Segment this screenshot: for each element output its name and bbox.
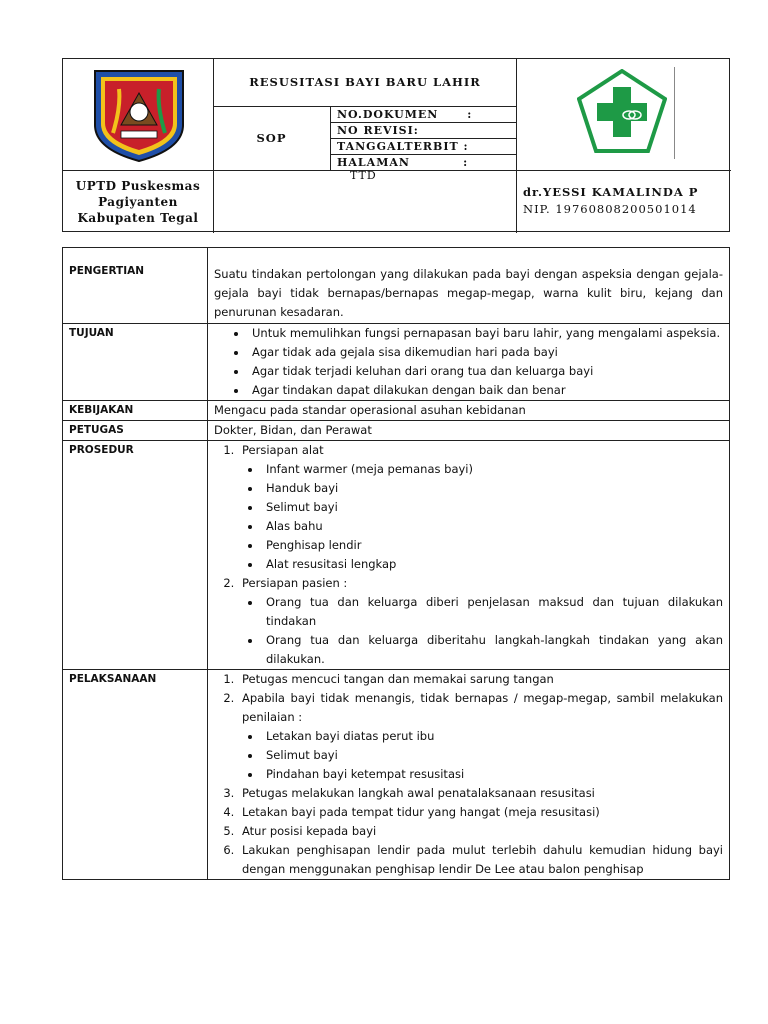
list-item: • Agar tidak ada gejala sisa dikemudian hari pada bayi: [248, 343, 723, 362]
signer-name: dr.YESSI KAMALINDA P: [523, 185, 699, 199]
petugas-text: Dokter, Bidan, dan Perawat: [208, 421, 730, 441]
organization-name: UPTD Puskesmas Pagiyanten Kabupaten Tegal: [75, 179, 201, 225]
regency-logo: [91, 67, 187, 163]
sop-label: SOP: [256, 131, 287, 145]
document-title: RESUSITASI BAYI BARU LAHIR: [249, 75, 481, 89]
list-item: • Alat resusitasi lengkap: [262, 555, 723, 574]
field-halaman: HALAMAN :: [337, 156, 469, 169]
list-item: 1. Petugas mencuci tangan dan memakai sarung tangan: [238, 670, 723, 689]
list-item: 6. Lakukan penghisapan lendir pada mulut terlebih dahulu kemudian hidung bayi dengan menggunakan penghisap lendir De Lee atau balon penghisap: [238, 841, 723, 879]
tujuan-list: [214, 324, 723, 400]
list-item: • Infant warmer (meja pemanas bayi): [262, 460, 723, 479]
field-no-dokumen: NO.DOKUMEN :: [337, 108, 473, 121]
list-item: 4. Letakan bayi pada tempat tidur yang hangat (meja resusitasi): [238, 803, 723, 822]
prosedur-list: [214, 441, 723, 669]
list-item: • Untuk memulihkan fungsi pernapasan bayi baru lahir, yang mengalami aspeksia.: [248, 324, 723, 343]
label-prosedur: PROSEDUR: [63, 441, 208, 670]
label-kebijakan: KEBIJAKAN: [63, 401, 208, 421]
pengertian-text: Suatu tindakan pertolongan yang dilakukan pada bayi dengan aspeksia dengan gejala-gejala bayi tidak bernapas/bernapas megap-megap, warna kulit biru, kejang dan penurunan kesadaran.: [208, 248, 730, 324]
row-petugas: [63, 421, 730, 441]
signature-label: TTD: [350, 169, 377, 182]
row-pelaksanaan: [63, 670, 730, 880]
prosedur-step-title: Persiapan alat: [242, 443, 324, 457]
list-item: • Agar tidak terjadi keluhan dari orang tua dan keluarga bayi: [248, 362, 723, 381]
list-item: • Orang tua dan keluarga diberi penjelasan maksud dan tujuan dilakukan tindakan: [262, 593, 723, 631]
signer-nip: NIP. 19760808200501014: [523, 202, 697, 216]
label-pelaksanaan: PELAKSANAAN: [63, 670, 208, 880]
sop-content-table: [62, 247, 730, 880]
label-tujuan: TUJUAN: [63, 324, 208, 401]
list-item: • Agar tindakan dapat dilakukan dengan baik dan benar: [248, 381, 723, 400]
list-item: 3. Petugas melakukan langkah awal penatalaksanaan resusitasi: [238, 784, 723, 803]
list-item: 5. Atur posisi kepada bayi: [238, 822, 723, 841]
list-item: • Selimut bayi: [262, 498, 723, 517]
list-item: [238, 574, 723, 669]
list-item: • Penghisap lendir: [262, 536, 723, 555]
puskesmas-logo: [577, 69, 667, 155]
row-kebijakan: [63, 401, 730, 421]
row-tujuan: [63, 324, 730, 401]
list-item: • Pindahan bayi ketempat resusitasi: [262, 765, 723, 784]
list-item: • Alas bahu: [262, 517, 723, 536]
field-tanggal-terbit: TANGGALTERBIT :: [337, 140, 469, 153]
row-pengertian: [63, 248, 730, 324]
list-item: • Selimut bayi: [262, 746, 723, 765]
label-petugas: PETUGAS: [63, 421, 208, 441]
pelaksanaan-list: [214, 670, 723, 879]
list-item: • Letakan bayi diatas perut ibu: [262, 727, 723, 746]
field-no-revisi: NO REVISI:: [337, 124, 419, 137]
pelaksanaan-step-text: Apabila bayi tidak menangis, tidak bernapas / megap-megap, sambil melakukan penilaian :: [242, 691, 723, 724]
label-pengertian: PENGERTIAN: [63, 248, 208, 324]
kebijakan-text: Mengacu pada standar operasional asuhan kebidanan: [208, 401, 730, 421]
list-item: [238, 441, 723, 574]
list-item: • Orang tua dan keluarga diberitahu langkah-langkah tindakan yang akan dilakukan.: [262, 631, 723, 669]
list-item: [238, 689, 723, 784]
document-header: [62, 58, 730, 232]
row-prosedur: [63, 441, 730, 670]
prosedur-step-title: Persiapan pasien :: [242, 576, 348, 590]
list-item: • Handuk bayi: [262, 479, 723, 498]
